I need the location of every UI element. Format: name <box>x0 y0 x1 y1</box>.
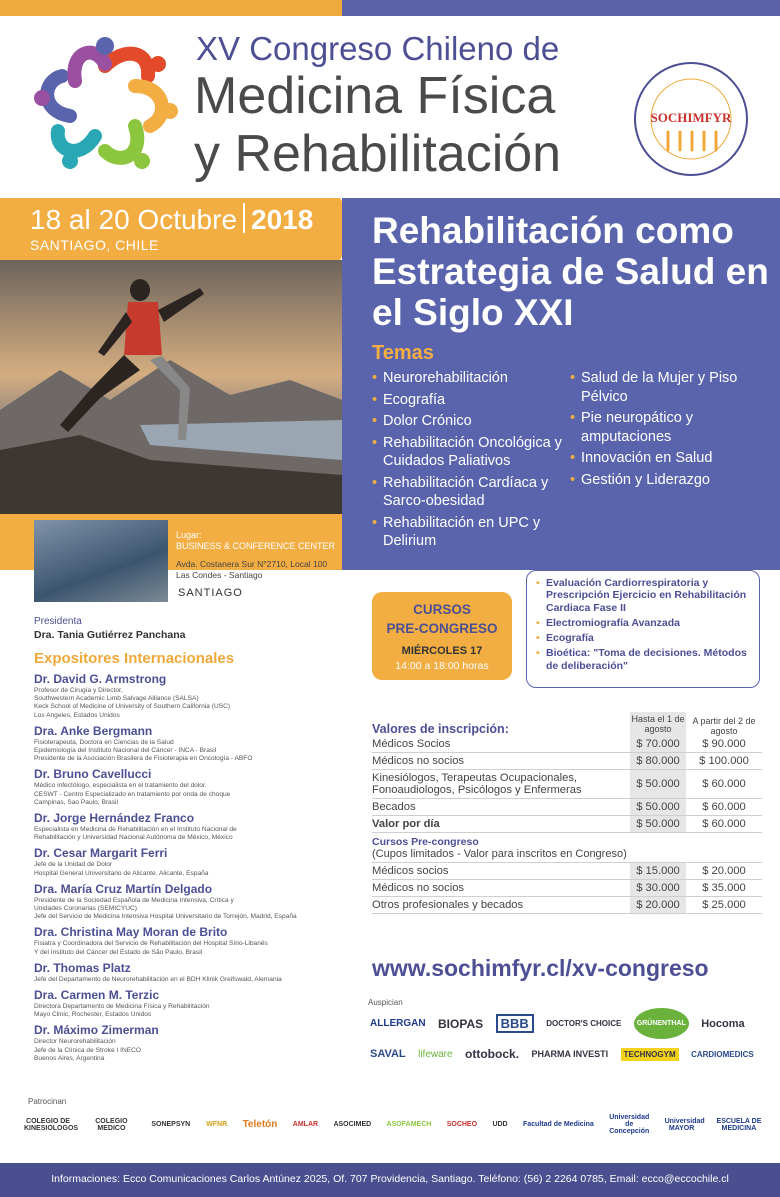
sponsor-logo: BIOPAS <box>438 1016 484 1031</box>
fee-early: $ 50.000 <box>630 799 686 815</box>
santiago-venue-logo <box>178 587 243 599</box>
fee-early: $ 80.000 <box>630 753 686 769</box>
fees-col1-header: Hasta el 1 de agosto <box>631 714 685 734</box>
pre-congreso-fees-note: (Cupos limitados - Valor para inscritos en Congreso) <box>372 848 762 863</box>
patron-logo: SONEPSYN <box>151 1121 191 1128</box>
fee-early: $ 15.000 <box>630 863 686 879</box>
fee-early: $ 50.000 <box>630 816 686 832</box>
expositor <box>34 672 334 720</box>
expositor-name: Dr. Bruno Cavellucci <box>34 767 152 782</box>
sponsor-logo: BBB <box>496 1014 534 1033</box>
patron-logo: Universidad MAYOR <box>664 1117 705 1132</box>
venue-building-photo <box>34 520 168 602</box>
sponsor-logo: lifeware <box>418 1048 453 1060</box>
fee-late: $ 90.000 <box>702 738 746 750</box>
desc-line: Unidades Coronarias (SEMICYUC) <box>34 905 137 913</box>
desc-line: Keck School of Medicine of University of Southern California (USC) <box>34 703 231 711</box>
top-bar-blue <box>342 0 780 16</box>
expositor-desc <box>34 940 334 956</box>
footer-info: Informaciones: Ecco Comunicaciones Carlos Antúnez 2025, Of. 707 Providencia, Santiago. Teléfono: (56) 2 2264 0785, Email: ecco@eccochile.cl <box>51 1173 729 1185</box>
fee-late: $ 25.000 <box>702 899 746 911</box>
fee-row <box>372 816 762 833</box>
patron-logo: ASOCIMED <box>333 1121 372 1128</box>
fee-label: Becados <box>372 801 416 813</box>
tema-item: • Salud de la Mujer y Piso Pélvico <box>570 369 770 406</box>
venue-address-line1: Avda. Costanera Sur N°2710, Local 100 <box>176 559 328 569</box>
patron-logo: Teletón <box>242 1119 278 1130</box>
patrocinan-label: Patrocinan <box>28 1097 67 1106</box>
cursos-day: MIÉRCOLES 17 <box>401 645 483 657</box>
temas-column-2 <box>570 369 770 492</box>
fee-row <box>372 880 762 897</box>
expositor <box>34 811 334 842</box>
cursos-time: 14:00 a 18:00 horas <box>395 660 489 672</box>
expositor-name: Dra. Anke Bergmann <box>34 723 153 738</box>
date-year: 2018 <box>251 204 314 235</box>
expositores-list <box>34 672 334 1067</box>
desc-line: Presidente de la Sociedad Española de Medicina Intensiva, Crítica y <box>34 896 234 904</box>
tema-item: • Rehabilitación Oncológica y Cuidados Paliativos <box>372 434 572 471</box>
fees-table <box>372 712 762 914</box>
temas-column-1 <box>372 369 572 554</box>
sponsor-logo: PHARMA INVESTI <box>531 1049 609 1059</box>
fee-label: Médicos socios <box>372 865 449 877</box>
presidenta-label: Presidenta <box>34 616 82 627</box>
tema-item: • Neurorehabilitación <box>372 369 572 388</box>
expositor-desc <box>34 782 334 807</box>
expositor-name: Dr. David G. Armstrong <box>34 672 167 686</box>
sochimfyr-seal-icon <box>624 60 758 178</box>
fee-row <box>372 799 762 816</box>
desc-line: Médico infectólogo, especialista en el tratamiento del dolor. <box>34 782 207 790</box>
expositor-desc <box>34 1003 334 1019</box>
expositor-desc <box>34 1038 334 1063</box>
expositor-name: Dra. Carmen M. Terzic <box>34 988 160 1003</box>
desc-line: Profesor de Cirugía y Director, <box>34 687 123 694</box>
desc-line: Jefe de la Unidad de Dolor <box>34 861 113 869</box>
expositor-desc <box>34 861 334 877</box>
fee-late: $ 35.000 <box>702 882 746 894</box>
expositor-desc <box>34 897 334 922</box>
curso-item: • Evaluación Cardiorrespiratoria y Prescripción Ejercicio en Rehabilitación Cardiaca Fase II <box>536 577 758 614</box>
desc-line: Directora Departamento de Medicina Física y Rehabilitación <box>34 1003 210 1011</box>
fee-late: $ 60.000 <box>702 818 746 830</box>
desc-line: Buenos Aires, Argentina <box>34 1054 105 1062</box>
venue-address-line2: Las Condes - Santiago <box>176 570 263 580</box>
sponsor-logo: Hocoma <box>701 1017 745 1030</box>
desc-line: Hospital General Universitario de Alicante. Alicante, España <box>34 869 209 877</box>
fee-row <box>372 753 762 770</box>
curso-item: • Electromiografía Avanzada <box>536 617 758 629</box>
expositor-desc <box>34 826 334 842</box>
presidenta-name: Dra. Tania Gutiérrez Panchana <box>34 629 186 641</box>
patron-logo: AMLAR <box>292 1121 319 1128</box>
patron-logo: SOCHEO <box>446 1121 478 1128</box>
patron-logo: WFNR <box>206 1121 228 1128</box>
fee-late: $ 100.000 <box>699 755 749 767</box>
tema-item: • Rehabilitación Cardíaca y Sarco-obesidad <box>372 474 572 511</box>
expositor <box>34 846 334 877</box>
fee-early: $ 30.000 <box>630 880 686 896</box>
expositor-name: Dra. Christina May Moran de Brito <box>34 925 228 940</box>
desc-line: Y del Instituto del Cáncer del Estado de São Paulo, Brasil <box>34 948 203 956</box>
congress-title-line3: y Rehabilitación <box>194 125 562 183</box>
congress-title-line2: Medicina Física <box>194 67 556 125</box>
fee-label: Médicos Socios <box>372 738 451 750</box>
patron-logo: ASOFAMECH <box>386 1121 432 1128</box>
sponsor-logo: GRÜNENTHAL <box>634 1008 689 1039</box>
fee-early: $ 20.000 <box>630 897 686 913</box>
event-city: SANTIAGO, CHILE <box>30 237 159 253</box>
curso-item: • Ecografía <box>536 632 758 644</box>
fees-col2-header: A partir del 2 de agosto <box>692 716 756 736</box>
tema-item: • Innovación en Salud <box>570 449 770 468</box>
seal-acronym: SOCHIMFYR <box>650 110 732 125</box>
desc-line: Fisiatra y Coordinadora del Servicio de Rehabilitación del Hospital Sírio-Libanês <box>34 940 268 948</box>
santiago-logo-text: SANTIAGO <box>178 587 243 599</box>
fee-label: Médicos no socios <box>372 755 465 767</box>
headline: Rehabilitación como Estrategia de Salud en el Siglo XXI <box>372 210 769 333</box>
date-range: 18 al 20 Octubre <box>30 204 238 235</box>
expositor-desc <box>34 976 334 984</box>
sponsor-logo: TECHNOGYM <box>621 1048 679 1061</box>
sponsor-logo: CARDIOMEDICS <box>691 1049 754 1059</box>
venue-name: BUSINESS & CONFERENCE CENTER <box>176 541 336 551</box>
sponsor-logo: ALLERGAN <box>370 1018 426 1029</box>
patron-logo: COLEGIO MEDICO <box>95 1117 128 1132</box>
desc-line: Los Angeles, Estados Unidos <box>34 711 120 719</box>
expositor-name: Dr. Jorge Hernández Franco <box>34 811 195 826</box>
fee-label: Otros profesionales y becados <box>372 899 524 911</box>
congress-logo-icon <box>30 26 180 176</box>
cursos-title2: PRE-CONGRESO <box>386 621 498 636</box>
expositor-name: Dr. Thomas Platz <box>34 960 131 975</box>
tema-item: • Ecografía <box>372 391 572 410</box>
desc-line: Epidemiología del Instituto Nacional del Cáncer - INCA - Brasil <box>34 747 217 755</box>
tema-item: • Pie neuropático y amputaciones <box>570 409 770 446</box>
fee-row <box>372 897 762 914</box>
desc-line: Campinas, Sao Paulo, Brasil <box>34 798 118 806</box>
temas-title: Temas <box>372 342 434 364</box>
desc-line: Jefe de la Clínica de Stroke I INECO <box>34 1046 142 1054</box>
event-date <box>30 203 313 236</box>
patrocinan-logos <box>24 1114 764 1135</box>
curso-item: • Bioética: "Toma de decisiones. Métodos de deliberación" <box>536 647 758 672</box>
patron-logo: COLEGIO DE KINESIOLOGOS <box>24 1117 79 1132</box>
top-bar-orange <box>0 0 342 16</box>
patron-logo: ESCUELA DE MEDICINA <box>716 1117 762 1132</box>
expositor-name: Dr. Máximo Zimerman <box>34 1023 159 1038</box>
pre-congreso-fees-title: Cursos Pre-congreso <box>372 836 479 848</box>
expositor <box>34 988 334 1019</box>
desc-line: Mayo Clinic, Rochester, Estados Unidos <box>34 1011 152 1019</box>
patron-logo: UDD <box>492 1121 508 1128</box>
auspician-label: Auspician <box>368 998 403 1007</box>
desc-line: Jefe del Departamento de Neurorehabilitación en el BDH Klinik Greifswald, Alemania <box>34 975 282 983</box>
fee-row <box>372 863 762 880</box>
expositor <box>34 961 334 984</box>
patron-logo: Facultad de Medicina <box>523 1121 594 1128</box>
sponsor-logo: SAVAL <box>370 1048 406 1060</box>
cursos-title1: CURSOS <box>413 602 471 617</box>
fee-early: $ 50.000 <box>630 770 686 798</box>
expositor-name: Dra. María Cruz Martín Delgado <box>34 881 213 896</box>
desc-line: Southwestern Academic Limb Salvage Alliance (SALSA) <box>34 695 199 703</box>
fee-late: $ 60.000 <box>702 778 746 790</box>
fees-header <box>372 712 762 736</box>
expositores-title: Expositores Internacionales <box>34 650 235 667</box>
expositor-name: Dr. Cesar Margarit Ferri <box>34 846 168 861</box>
sponsor-logo: ottobock. <box>465 1047 520 1061</box>
auspician-logos <box>366 1008 762 1069</box>
patron-logo: Universidad de Concepción <box>609 1114 650 1135</box>
cursos-list <box>536 577 758 675</box>
congress-title-line1: XV Congreso Chileno de <box>196 30 560 67</box>
fee-label: Valor por día <box>372 818 440 830</box>
venue-address <box>176 559 327 581</box>
fee-row <box>372 770 762 799</box>
fee-label: Kinesiólogos, Terapeutas Ocupacionales, Fonoaudiologos, Psicólogos y Enfermeras <box>372 772 582 796</box>
tema-item: • Gestión y Liderazgo <box>570 471 770 490</box>
runner-landscape-photo <box>0 260 342 514</box>
desc-line: Rehabilitación y Universidad Nacional Autónoma de México, México <box>34 834 233 842</box>
congress-url[interactable]: www.sochimfyr.cl/xv-congreso <box>372 955 709 981</box>
desc-line: Fisioterapeuta, Doctora en Ciencias de la Salud <box>34 738 174 746</box>
fee-label: Médicos no socios <box>372 882 465 894</box>
expositor <box>34 925 334 956</box>
fee-row <box>372 736 762 753</box>
expositor-desc <box>34 739 334 764</box>
desc-line: Presidente de la Asociación Brasilera de Fisioterapia en Oncología - ABFO <box>34 755 253 763</box>
desc-line: Director Neurorehabilitación <box>34 1038 116 1046</box>
expositor <box>34 882 334 922</box>
tema-item: • Rehabilitación en UPC y Delirium <box>372 514 572 551</box>
tema-item: • Dolor Crónico <box>372 412 572 431</box>
desc-line: Jefe del Servicio de Medicina Intensiva Hospital Universitario de Torrejón, Madrid, España <box>34 913 297 921</box>
expositor <box>34 1023 334 1063</box>
fees-title: Valores de inscripción: <box>372 722 509 736</box>
expositor-desc <box>34 687 334 720</box>
sponsor-logo: DOCTOR'S CHOICE <box>546 1019 622 1028</box>
desc-line: Especialista en Medicina de Rehabilitación en el Instituto Nacional de <box>34 826 237 834</box>
fee-late: $ 60.000 <box>702 801 746 813</box>
expositor <box>34 724 334 764</box>
fee-early: $ 70.000 <box>630 736 686 752</box>
expositor <box>34 767 334 807</box>
fee-late: $ 20.000 <box>702 865 746 877</box>
desc-line: CESWT - Centro Especializado en tratamiento por onda de choque <box>34 790 231 798</box>
venue-label: Lugar: <box>176 530 202 540</box>
